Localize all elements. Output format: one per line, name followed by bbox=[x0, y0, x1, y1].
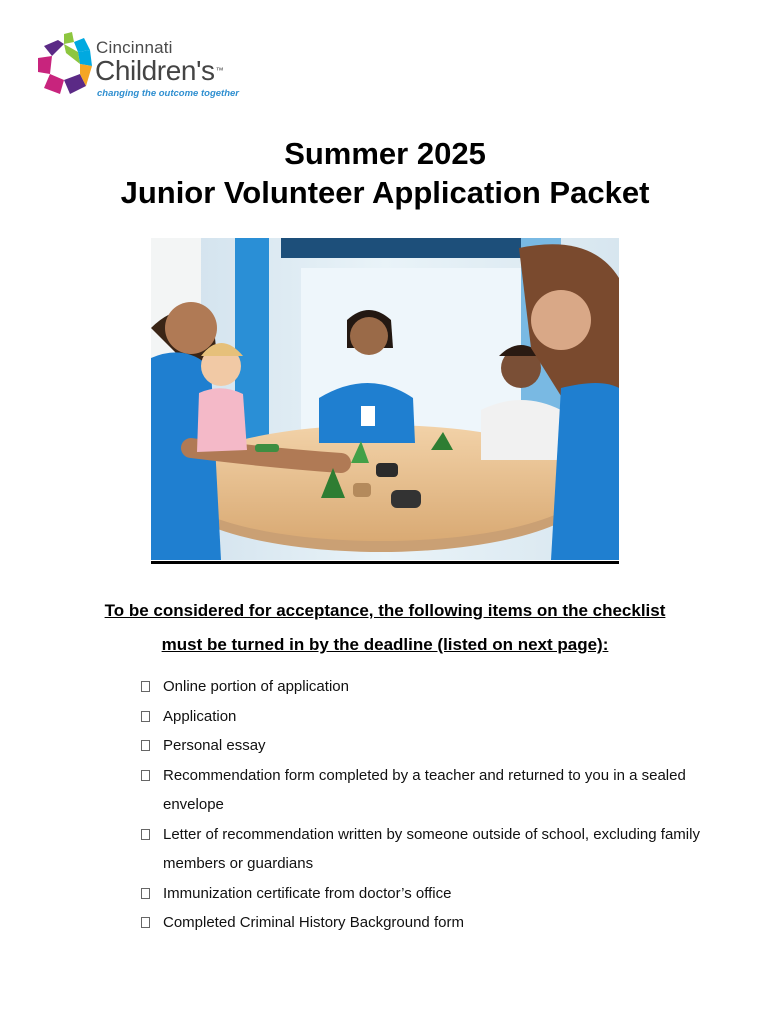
checkbox-icon bbox=[141, 770, 150, 781]
page-title-line2: Junior Volunteer Application Packet bbox=[120, 175, 650, 210]
checklist-item bbox=[140, 879, 700, 909]
checklist-item bbox=[140, 731, 700, 761]
checklist-item-label: Personal essay bbox=[163, 737, 266, 754]
checklist-item-label: Online portion of application bbox=[163, 678, 349, 695]
checklist-item-label: Letter of recommendation written by someone outside of school, excluding family members or guardians bbox=[163, 825, 700, 872]
photo-illustration bbox=[151, 238, 619, 560]
requirements-checklist bbox=[140, 672, 700, 938]
checklist-item bbox=[140, 702, 700, 732]
checklist-item-label: Completed Criminal History Background form bbox=[163, 914, 464, 931]
checklist-item bbox=[140, 908, 700, 938]
volunteers-photo bbox=[151, 238, 619, 560]
cincinnati-childrens-logo bbox=[34, 28, 244, 100]
checkbox-icon bbox=[141, 740, 150, 751]
checklist-item bbox=[140, 761, 700, 820]
checklist-item bbox=[140, 820, 700, 879]
checklist-item-label: Application bbox=[163, 707, 237, 725]
page-title-line1: Summer 2025 bbox=[284, 136, 486, 171]
logo-name-line2 bbox=[95, 56, 223, 86]
logo-tagline: changing the outcome together bbox=[97, 88, 239, 99]
checkbox-icon bbox=[141, 711, 150, 722]
checkbox-icon bbox=[141, 888, 150, 899]
photo-divider bbox=[151, 561, 619, 564]
instructions-line2: must be turned in by the deadline (listed on next page): bbox=[161, 635, 609, 654]
trademark-symbol: ™ bbox=[215, 66, 224, 75]
checklist-item-label: Recommendation form completed by a teacher and returned to you in a sealed envelope bbox=[163, 766, 686, 813]
checklist-item-label: Immunization certificate from doctor’s office bbox=[163, 884, 452, 902]
checkbox-icon bbox=[141, 681, 150, 692]
checklist-item bbox=[140, 672, 700, 702]
logo-mark-icon bbox=[34, 28, 94, 98]
instructions-line1: To be considered for acceptance, the following items on the checklist bbox=[104, 601, 666, 620]
logo-name-line1: Cincinnati bbox=[96, 38, 173, 57]
checkbox-icon bbox=[141, 917, 150, 928]
logo-name-text: Children's bbox=[95, 55, 215, 86]
checkbox-icon bbox=[141, 829, 150, 840]
